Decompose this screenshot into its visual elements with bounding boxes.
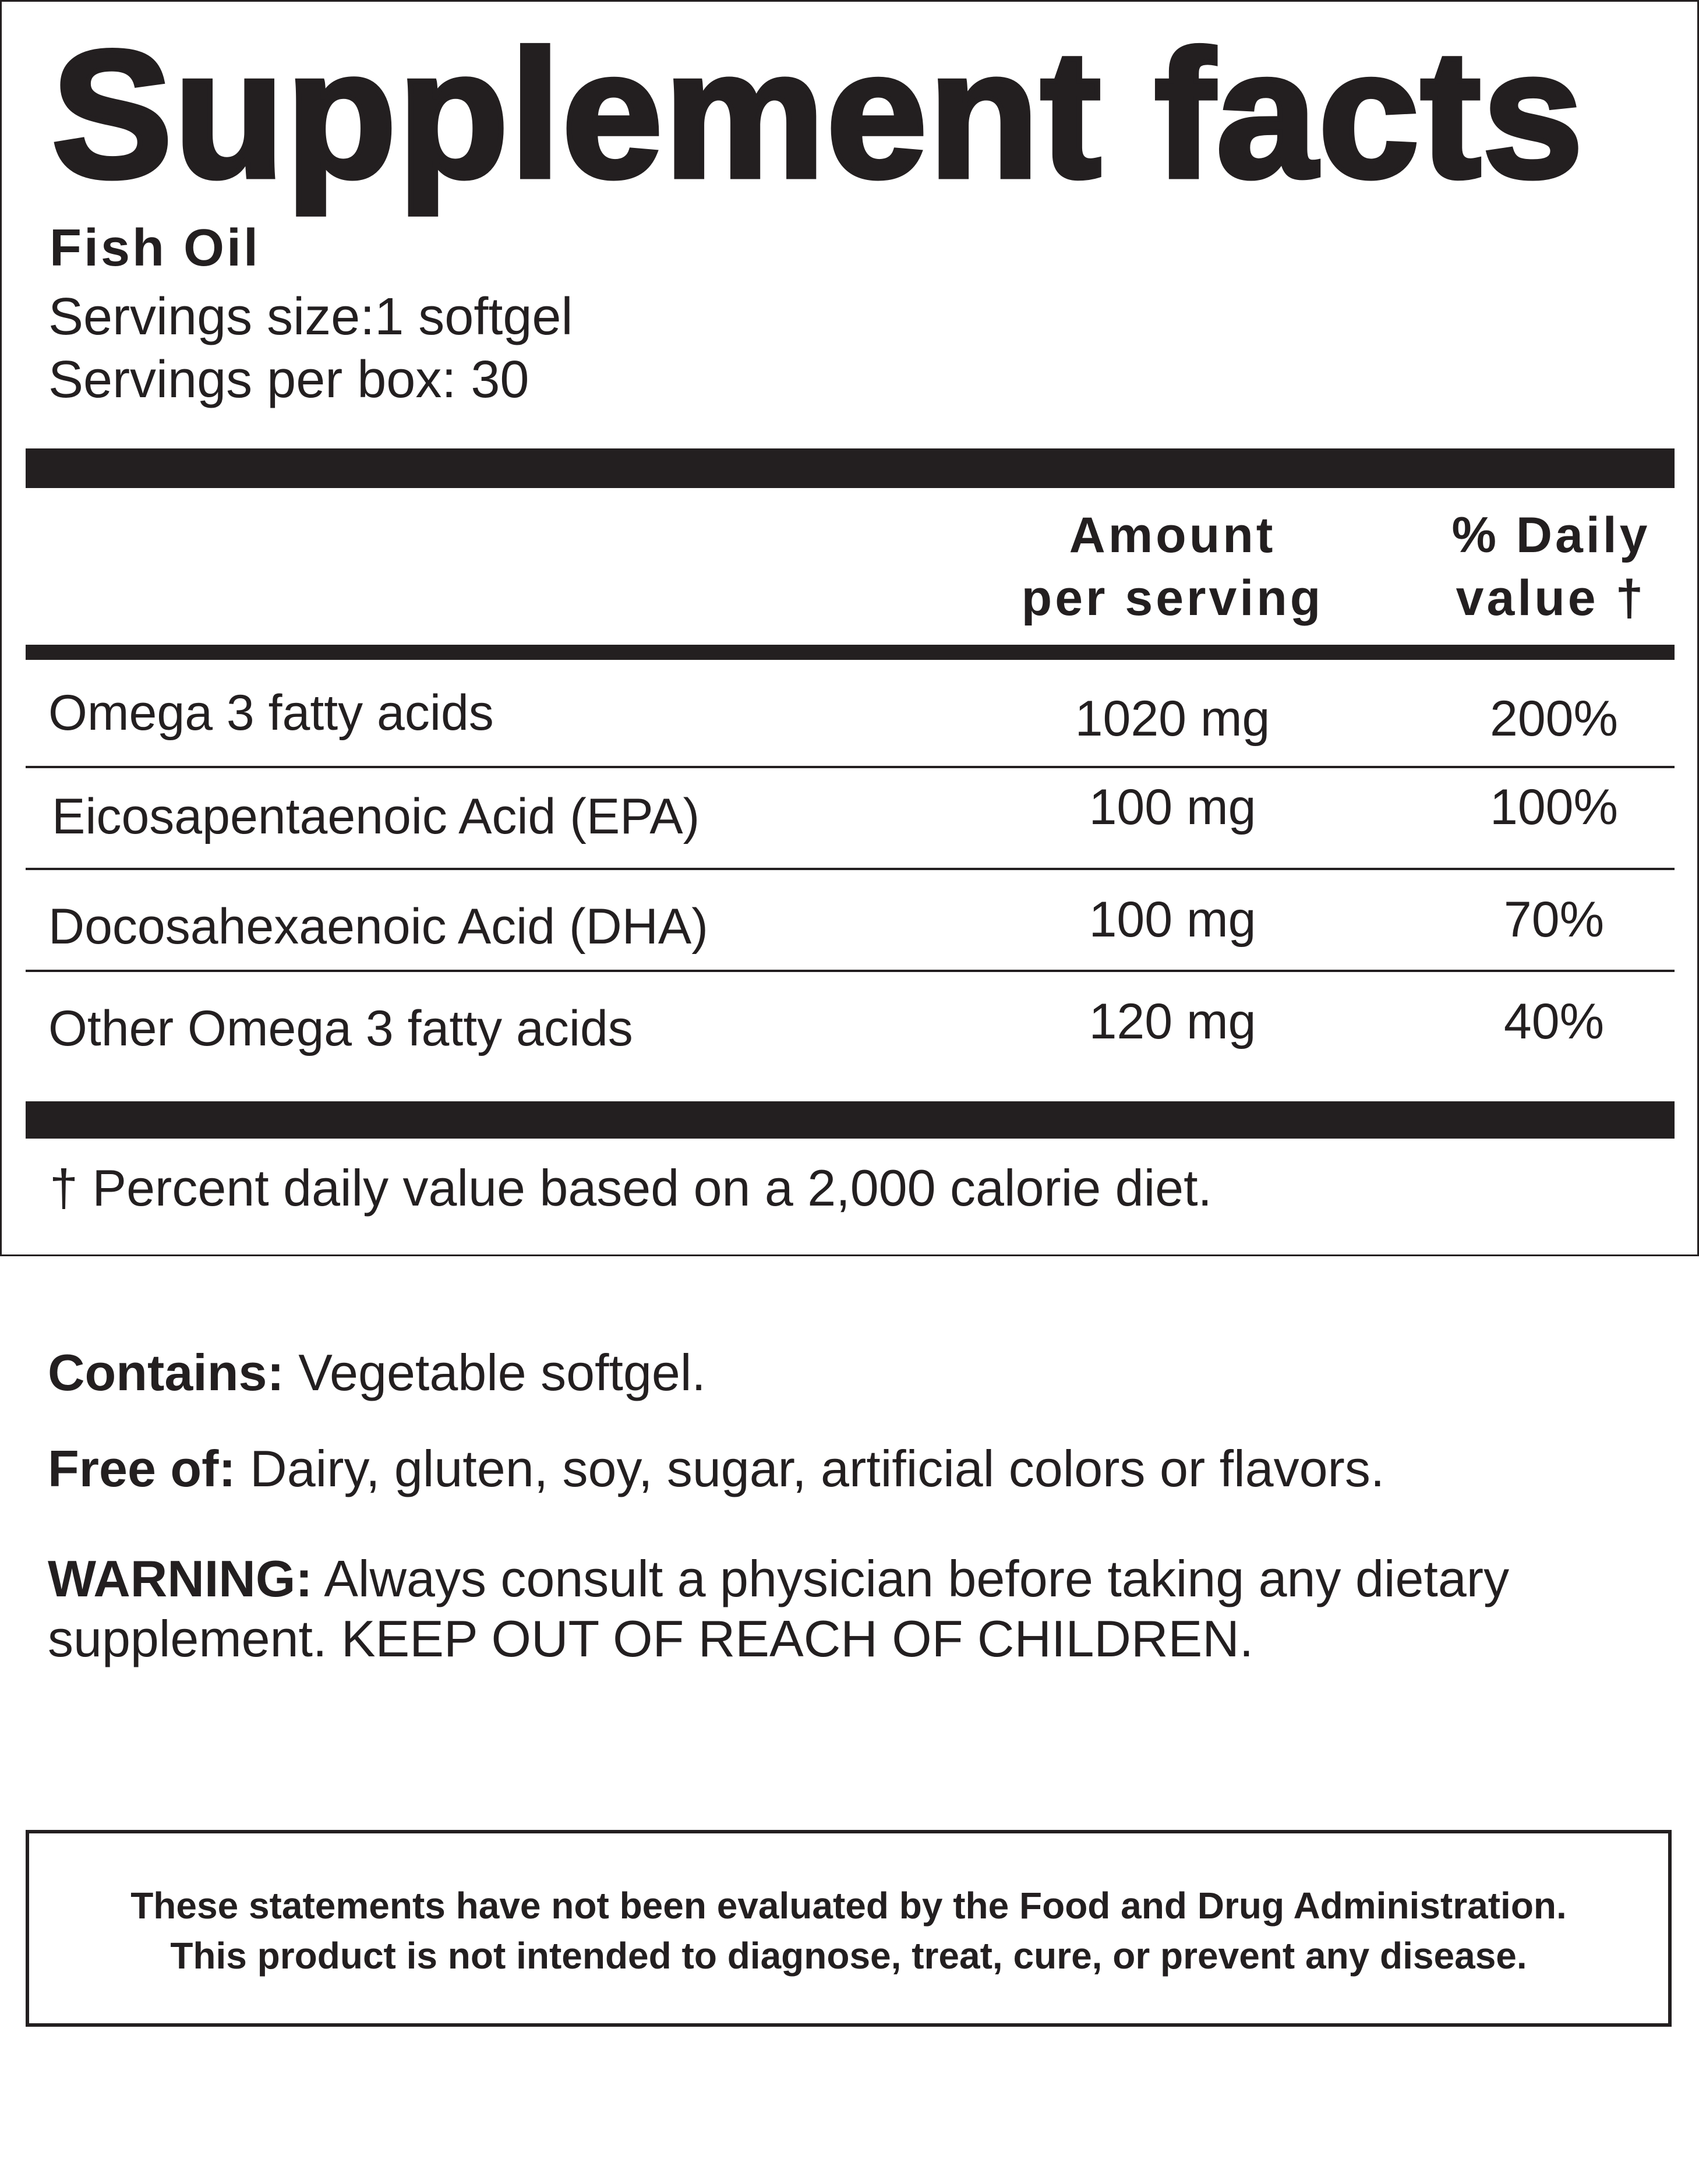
row-divider xyxy=(26,766,1675,768)
nutrient-amount: 1020 mg xyxy=(1075,691,1270,747)
nutrient-name: Eicosapentaenoic Acid (EPA) xyxy=(52,789,700,844)
contains-label: Contains: xyxy=(48,1344,284,1401)
daily-value-footnote: † Percent daily value based on a 2,000 calorie diet. xyxy=(50,1159,1212,1217)
warning-label: WARNING: xyxy=(48,1550,313,1607)
warning-statement xyxy=(48,1550,1510,1607)
nutrient-name: Other Omega 3 fatty acids xyxy=(48,1001,633,1056)
header-divider-bar xyxy=(26,448,1675,488)
nutrient-daily-value: 70% xyxy=(1503,892,1605,948)
page-title: Supplement facts xyxy=(52,13,1585,215)
nutrient-name: Docosahexaenoic Acid (DHA) xyxy=(48,899,708,955)
serving-size: Servings size:1 softgel xyxy=(48,288,573,346)
column-header-rule xyxy=(26,645,1675,660)
amount-header-line2: per serving xyxy=(1021,570,1324,627)
fda-disclaimer-box xyxy=(26,1830,1672,2027)
contains-text: Vegetable softgel. xyxy=(284,1344,706,1401)
row-divider xyxy=(26,868,1675,870)
nutrient-amount: 120 mg xyxy=(1089,994,1256,1049)
nutrient-daily-value: 100% xyxy=(1490,779,1618,835)
amount-header-line1: Amount xyxy=(1069,507,1276,563)
daily-value-column-header xyxy=(1411,504,1691,630)
nutrient-daily-value: 200% xyxy=(1490,691,1618,747)
fda-disclaimer-line1: These statements have not been evaluated by the Food and Drug Administration. xyxy=(130,1885,1567,1927)
nutrient-amount: 100 mg xyxy=(1089,892,1256,948)
amount-column-header xyxy=(986,504,1359,630)
free-of-statement xyxy=(48,1440,1385,1497)
nutrient-name: Omega 3 fatty acids xyxy=(48,685,494,741)
nutrient-daily-value: 40% xyxy=(1503,994,1605,1049)
servings-per-box: Servings per box: 30 xyxy=(48,351,529,409)
warning-text-line1: Always consult a physician before taking any dietary xyxy=(312,1550,1510,1607)
free-of-label: Free of: xyxy=(48,1440,236,1497)
product-name: Fish Oil xyxy=(50,219,261,277)
fda-disclaimer-line2: This product is not intended to diagnose, treat, cure, or prevent any disease. xyxy=(170,1935,1527,1977)
daily-value-header-line1: % Daily xyxy=(1451,507,1651,563)
free-of-text: Dairy, gluten, soy, sugar, artificial colors or flavors. xyxy=(235,1440,1385,1497)
row-divider xyxy=(26,970,1675,972)
daily-value-header-line2: value † xyxy=(1456,570,1647,627)
warning-text-line2: supplement. KEEP OUT OF REACH OF CHILDREN. xyxy=(48,1610,1254,1667)
contains-statement xyxy=(48,1344,706,1401)
footer-divider-bar xyxy=(26,1101,1675,1139)
nutrient-amount: 100 mg xyxy=(1089,779,1256,835)
